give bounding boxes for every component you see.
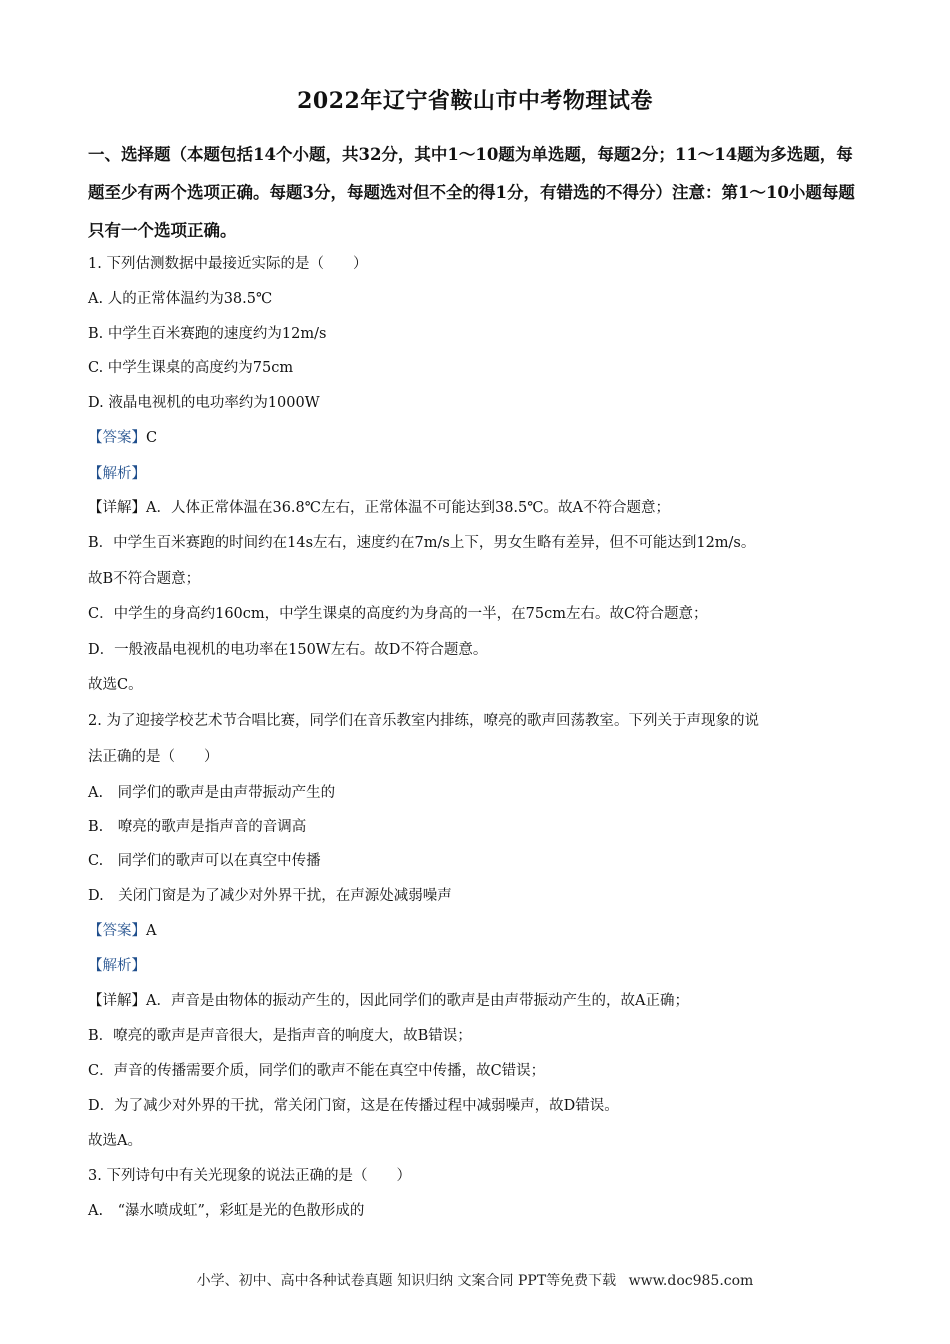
question-2-detail-0: [88, 991, 689, 1011]
question-2-detail-2: C．声音的传播需要介质，同学们的歌声不能在真空中传播，故C错误；: [88, 1063, 546, 1079]
footer-text: 小学、初中、高中各种试卷真题 知识归纳 文案合同 PPT等免费下载: [196, 1273, 617, 1289]
question-2-detail-4: 故选A。: [88, 1133, 142, 1149]
question-2-option-a: A. 同学们的歌声是由声带振动产生的: [88, 785, 336, 801]
detail-text: A．人体正常体温在36.8℃左右，正常体温不可能达到38.5℃。故A不符合题意；: [146, 500, 670, 516]
page-footer: [0, 1270, 950, 1290]
question-1-stem: 1. 下列估测数据中最接近实际的是（ ）: [88, 256, 368, 272]
answer-label: 【答案】: [88, 923, 146, 939]
detail-label: 【详解】: [88, 500, 146, 516]
question-3-stem: 3. 下列诗句中有关光现象的说法正确的是（ ）: [88, 1168, 411, 1184]
question-1-option-b: B. 中学生百米赛跑的速度约为12m/s: [88, 326, 327, 342]
question-1-detail-0: [88, 498, 670, 518]
question-2-option-d: D. 关闭门窗是为了减少对外界干扰，在声源处减弱噪声: [88, 888, 452, 904]
detail-label: 【详解】: [88, 993, 146, 1009]
question-1-detail-4: D．一般液晶电视机的电功率在150W左右。故D不符合题意。: [88, 642, 488, 658]
page-title: 2022年辽宁省鞍山市中考物理试卷: [297, 88, 653, 114]
answer-label: 【答案】: [88, 430, 146, 446]
question-1-option-c: C. 中学生课桌的高度约为75cm: [88, 360, 294, 376]
question-1-option-d: D. 液晶电视机的电功率约为1000W: [88, 395, 320, 411]
question-2-stem-line-2: 法正确的是（ ）: [88, 749, 219, 765]
question-1-detail-5: 故选C。: [88, 677, 143, 693]
answer-value: A: [146, 923, 157, 939]
question-2-option-b: B. 嘹亮的歌声是指声音的音调高: [88, 819, 307, 835]
question-3-option-a: A. “瀑水喷成虹”，彩虹是光的色散形成的: [88, 1203, 365, 1219]
question-1-detail-1: B．中学生百米赛跑的时间约在14s左右，速度约在7m/s上下，男女生略有差异，但不可能达到12m/s。: [88, 535, 756, 551]
section-heading: 一、选择题（本题包括14个小题，共32分，其中1～10题为单选题，每题2分；11～14题为多选题，每题至少有两个选项正确。每题3分，每题选对但不全的得1分，有错选的不得分）注意：第1～10小题每题只有一个选项正确。: [88, 145, 855, 240]
footer-url[interactable]: www.doc985.com: [628, 1273, 754, 1289]
question-2-detail-3: D．为了减少对外界的干扰，常关闭门窗，这是在传播过程中减弱噪声，故D错误。: [88, 1098, 619, 1114]
detail-text: A．声音是由物体的振动产生的，因此同学们的歌声是由声带振动产生的，故A正确；: [146, 993, 689, 1009]
question-1-option-a: A. 人的正常体温约为38.5℃: [88, 291, 273, 307]
question-2-option-c: C. 同学们的歌声可以在真空中传播: [88, 853, 321, 869]
question-1-answer: [88, 428, 157, 448]
question-2-answer: [88, 921, 156, 941]
question-2-analysis-label: 【解析】: [88, 958, 146, 974]
answer-value: C: [146, 430, 158, 446]
question-2-stem-line-1: 2. 为了迎接学校艺术节合唱比赛，同学们在音乐教室内排练，嘹亮的歌声回荡教室。下列关于声现象的说: [88, 713, 759, 729]
question-1-analysis-label: 【解析】: [88, 466, 146, 482]
question-1-detail-3: C．中学生的身高约160cm，中学生课桌的高度约为身高的一半，在75cm左右。故C符合题意；: [88, 606, 708, 622]
question-2-detail-1: B．嘹亮的歌声是声音很大，是指声音的响度大，故B错误；: [88, 1028, 472, 1044]
question-1-detail-2: 故B不符合题意；: [88, 571, 201, 587]
